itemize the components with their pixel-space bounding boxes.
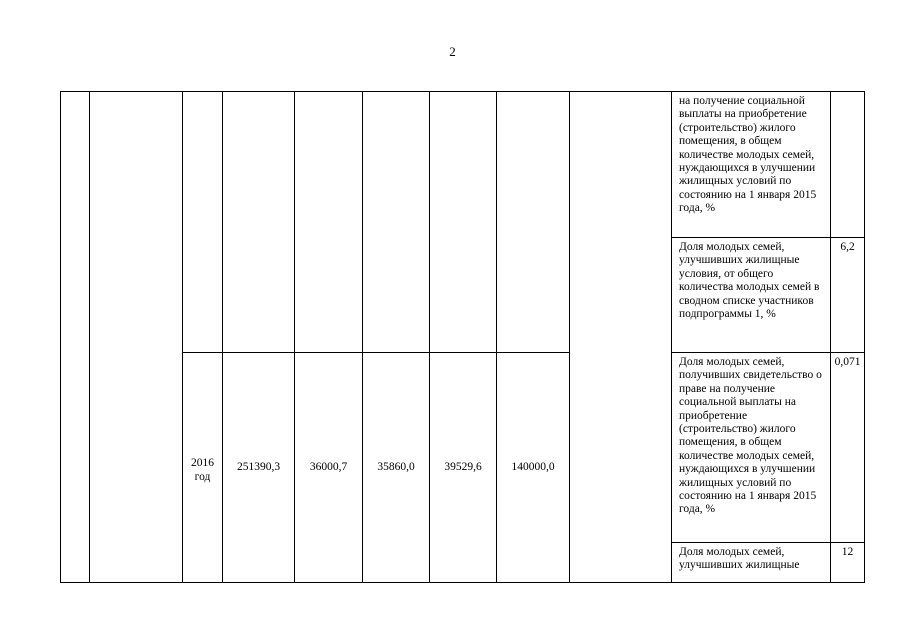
indicator-value <box>831 92 865 238</box>
year-cell: 2016 год <box>183 353 223 583</box>
empty-cell <box>183 92 223 353</box>
empty-cell <box>223 92 295 353</box>
indicator-text: Доля молодых семей, получивших свидетельство о праве на получение социальной выплаты на приобретение (строительство) жилого помещения, в общем количестве молодых семей, нуждающихся в улучшении жилищных условий по состоянию на 1 января 2015 года, % <box>672 353 831 543</box>
value-cell: 39529,6 <box>430 353 497 583</box>
indicator-value: 12 <box>831 543 865 583</box>
table-row <box>61 92 865 238</box>
program-table <box>60 91 865 583</box>
value-cell: 140000,0 <box>497 353 570 583</box>
value-cell: 251390,3 <box>223 353 295 583</box>
indicator-text: Доля молодых семей, улучшивших жилищные условия, от общего количества молодых семей в сводном списке участников подпрограммы 1, % <box>672 238 831 353</box>
empty-cell <box>497 92 570 353</box>
indicator-value: 0,071 <box>831 353 865 543</box>
indicator-text: на получение социальной выплаты на приобретение (строительство) жилого помещения, в общем количестве молодых семей, нуждающихся в улучшении жилищных условий по состоянию на 1 января 2015 года, % <box>672 92 831 238</box>
value-cell: 35860,0 <box>363 353 430 583</box>
empty-cell <box>570 92 672 583</box>
indicator-text: Доля молодых семей, улучшивших жилищные <box>672 543 831 583</box>
empty-cell <box>295 92 363 353</box>
empty-cell <box>363 92 430 353</box>
page-number: 2 <box>449 44 456 59</box>
empty-cell <box>61 92 90 583</box>
indicator-value: 6,2 <box>831 238 865 353</box>
empty-cell <box>430 92 497 353</box>
empty-cell <box>90 92 183 583</box>
value-cell: 36000,7 <box>295 353 363 583</box>
